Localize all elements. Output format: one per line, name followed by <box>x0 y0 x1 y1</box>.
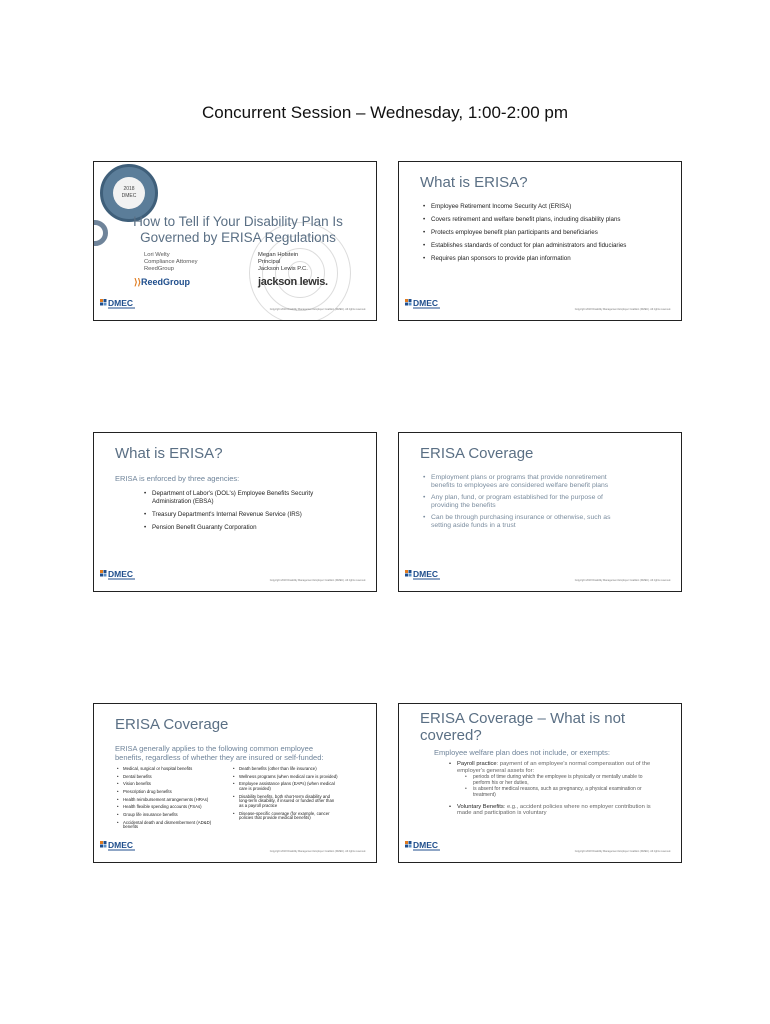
sub-list <box>457 775 657 798</box>
list-item: • Vision benefits <box>116 782 222 787</box>
list-item: • Death benefits (other than life insurance) <box>232 767 338 772</box>
presenter-org: ReedGroup <box>144 266 174 272</box>
page-title: Concurrent Session – Wednesday, 1:00-2:00 pm <box>201 103 569 122</box>
presenter-1 <box>144 252 198 273</box>
seal-name: DMEC <box>121 193 137 199</box>
bullet-item: • Protects employee benefit plan participants and beneficiaries <box>421 229 661 237</box>
slide-title: What is ERISA? <box>115 445 223 462</box>
slide-title: How to Tell if Your Disability Plan Is Governed by ERISA Regulations <box>133 214 343 245</box>
slide-title-erisa-disability <box>93 161 377 321</box>
list-item: • Disability benefits, both short-term disability and long-term disability, if insured or funded other than as a payroll practice <box>232 795 338 809</box>
list-item: • Disease-specific coverage (for example, cancer policies that provide medical benefits) <box>232 812 338 821</box>
presenter-name: Megan Holstein <box>258 252 299 258</box>
presenter-role: Principal <box>258 259 281 265</box>
seal-year: 2018 <box>123 186 135 192</box>
list-item: • Group life insurance benefits <box>116 813 222 818</box>
payroll-practice-label: Payroll practice <box>457 761 497 767</box>
dmec-logo <box>100 568 140 582</box>
bullet-item <box>447 804 657 817</box>
copyright-text: Copyright 2018 Disability Management Employer Coalition (DMEC). All rights reserved. <box>269 579 366 582</box>
list-item: • Health reimbursement arrangements (HRAs) <box>116 798 222 803</box>
slide-intro: ERISA is enforced by three agencies: <box>115 474 240 483</box>
slide-intro: Employee welfare plan does not include, or exempts: <box>434 748 610 757</box>
sub-item: • is absent for medical reasons, such as pregnancy, a physical examination or treatment) <box>463 787 657 798</box>
bullet-item: • Employee Retirement Income Security Act (ERISA) <box>421 203 661 211</box>
list-item: • Prescription drug benefits <box>116 790 222 795</box>
dmec-logo <box>100 297 140 311</box>
jacksonlewis-logo: jackson lewis. <box>258 276 328 288</box>
voluntary-benefits-text: : e.g., accident policies where no employer contribution is made and participation is voluntary <box>457 803 651 817</box>
dmec-logo <box>100 839 140 853</box>
copyright-text: Copyright 2018 Disability Management Employer Coalition (DMEC). All rights reserved. <box>574 579 671 582</box>
presenter-role: Compliance Attorney <box>144 259 198 265</box>
list-item: • Medical, surgical or hospital benefits <box>116 767 222 772</box>
benefits-list-right <box>232 767 338 824</box>
list-item: • Wellness programs (when medical care is provided) <box>232 775 338 780</box>
presenter-2 <box>258 252 308 273</box>
copyright-text: Copyright 2018 Disability Management Employer Coalition (DMEC). All rights reserved. <box>574 308 671 311</box>
slide-title: ERISA Coverage – What is not covered? <box>420 710 626 744</box>
dmec-logo <box>405 297 445 311</box>
slide-erisa-coverage-2 <box>93 703 377 863</box>
bullet-item: • Can be through purchasing insurance or otherwise, such as setting aside funds in a trust <box>421 514 631 530</box>
list-item: • Health flexible spending accounts (FSAs) <box>116 805 222 810</box>
slide-title: ERISA Coverage <box>115 716 229 733</box>
bullet-item: • Covers retirement and welfare benefit plans, including disability plans <box>421 216 661 224</box>
slide-erisa-not-covered <box>398 703 682 863</box>
bullet-item: • Establishes standards of conduct for plan administrators and fiduciaries <box>421 242 661 250</box>
slide-what-is-erisa-1 <box>398 161 682 321</box>
copyright-text: Copyright 2018 Disability Management Employer Coalition (DMEC). All rights reserved. <box>574 850 671 853</box>
list-item: • Employee assistance plans (EAPs) (when medical care is provided) <box>232 782 338 791</box>
bullet-item: • Treasury Department's Internal Revenue Service (IRS) <box>142 511 342 519</box>
list-item: • Accidental death and dismemberment (AD&D) benefits <box>116 821 222 830</box>
bullet-item: • Pension Benefit Guaranty Corporation <box>142 524 342 532</box>
bullet-list <box>447 761 657 822</box>
dmec-logo <box>405 568 445 582</box>
slide-title: What is ERISA? <box>420 174 528 191</box>
presenter-org: Jackson Lewis P.C. <box>258 266 308 272</box>
reedgroup-logo: ⟩⟩ReedGroup <box>134 277 191 287</box>
bullet-item: • Employment plans or programs that provide nonretirement benefits to employees are considered welfare benefit plans <box>421 474 631 490</box>
bullet-item <box>447 761 657 799</box>
bullet-item: • Any plan, fund, or program established for the purpose of providing the benefits <box>421 494 631 510</box>
bullet-item: • Department of Labor's (DOL's) Employee Benefits Security Administration (EBSA) <box>142 490 342 506</box>
bullet-list <box>421 203 661 268</box>
list-item: • Dental benefits <box>116 775 222 780</box>
decorative-circle <box>93 220 108 246</box>
payroll-practice-text: : payment of an employee's normal compensation out of the employer's general assets for: <box>457 761 651 774</box>
copyright-text: Copyright 2018 Disability Management Employer Coalition (DMEC). All rights reserved. <box>269 308 366 311</box>
sub-item: • periods of time during which the employee is physically or mentally unable to perform his or her duties, <box>463 775 657 786</box>
slide-what-is-erisa-2 <box>93 432 377 592</box>
slide-erisa-coverage-1 <box>398 432 682 592</box>
dmec-logo <box>405 839 445 853</box>
bullet-item: • Requires plan sponsors to provide plan information <box>421 255 661 263</box>
copyright-text: Copyright 2018 Disability Management Employer Coalition (DMEC). All rights reserved. <box>269 850 366 853</box>
slide-intro: ERISA generally applies to the following common employee benefits, regardless of whether they are insured or self-funded: <box>115 744 324 762</box>
presenter-name: Lori Welty <box>144 252 170 258</box>
bullet-list <box>421 474 631 534</box>
voluntary-benefits-label: Voluntary Benefits <box>457 803 504 810</box>
benefits-list-left <box>116 767 222 833</box>
bullet-list <box>142 490 342 537</box>
slide-title: ERISA Coverage <box>420 445 534 462</box>
